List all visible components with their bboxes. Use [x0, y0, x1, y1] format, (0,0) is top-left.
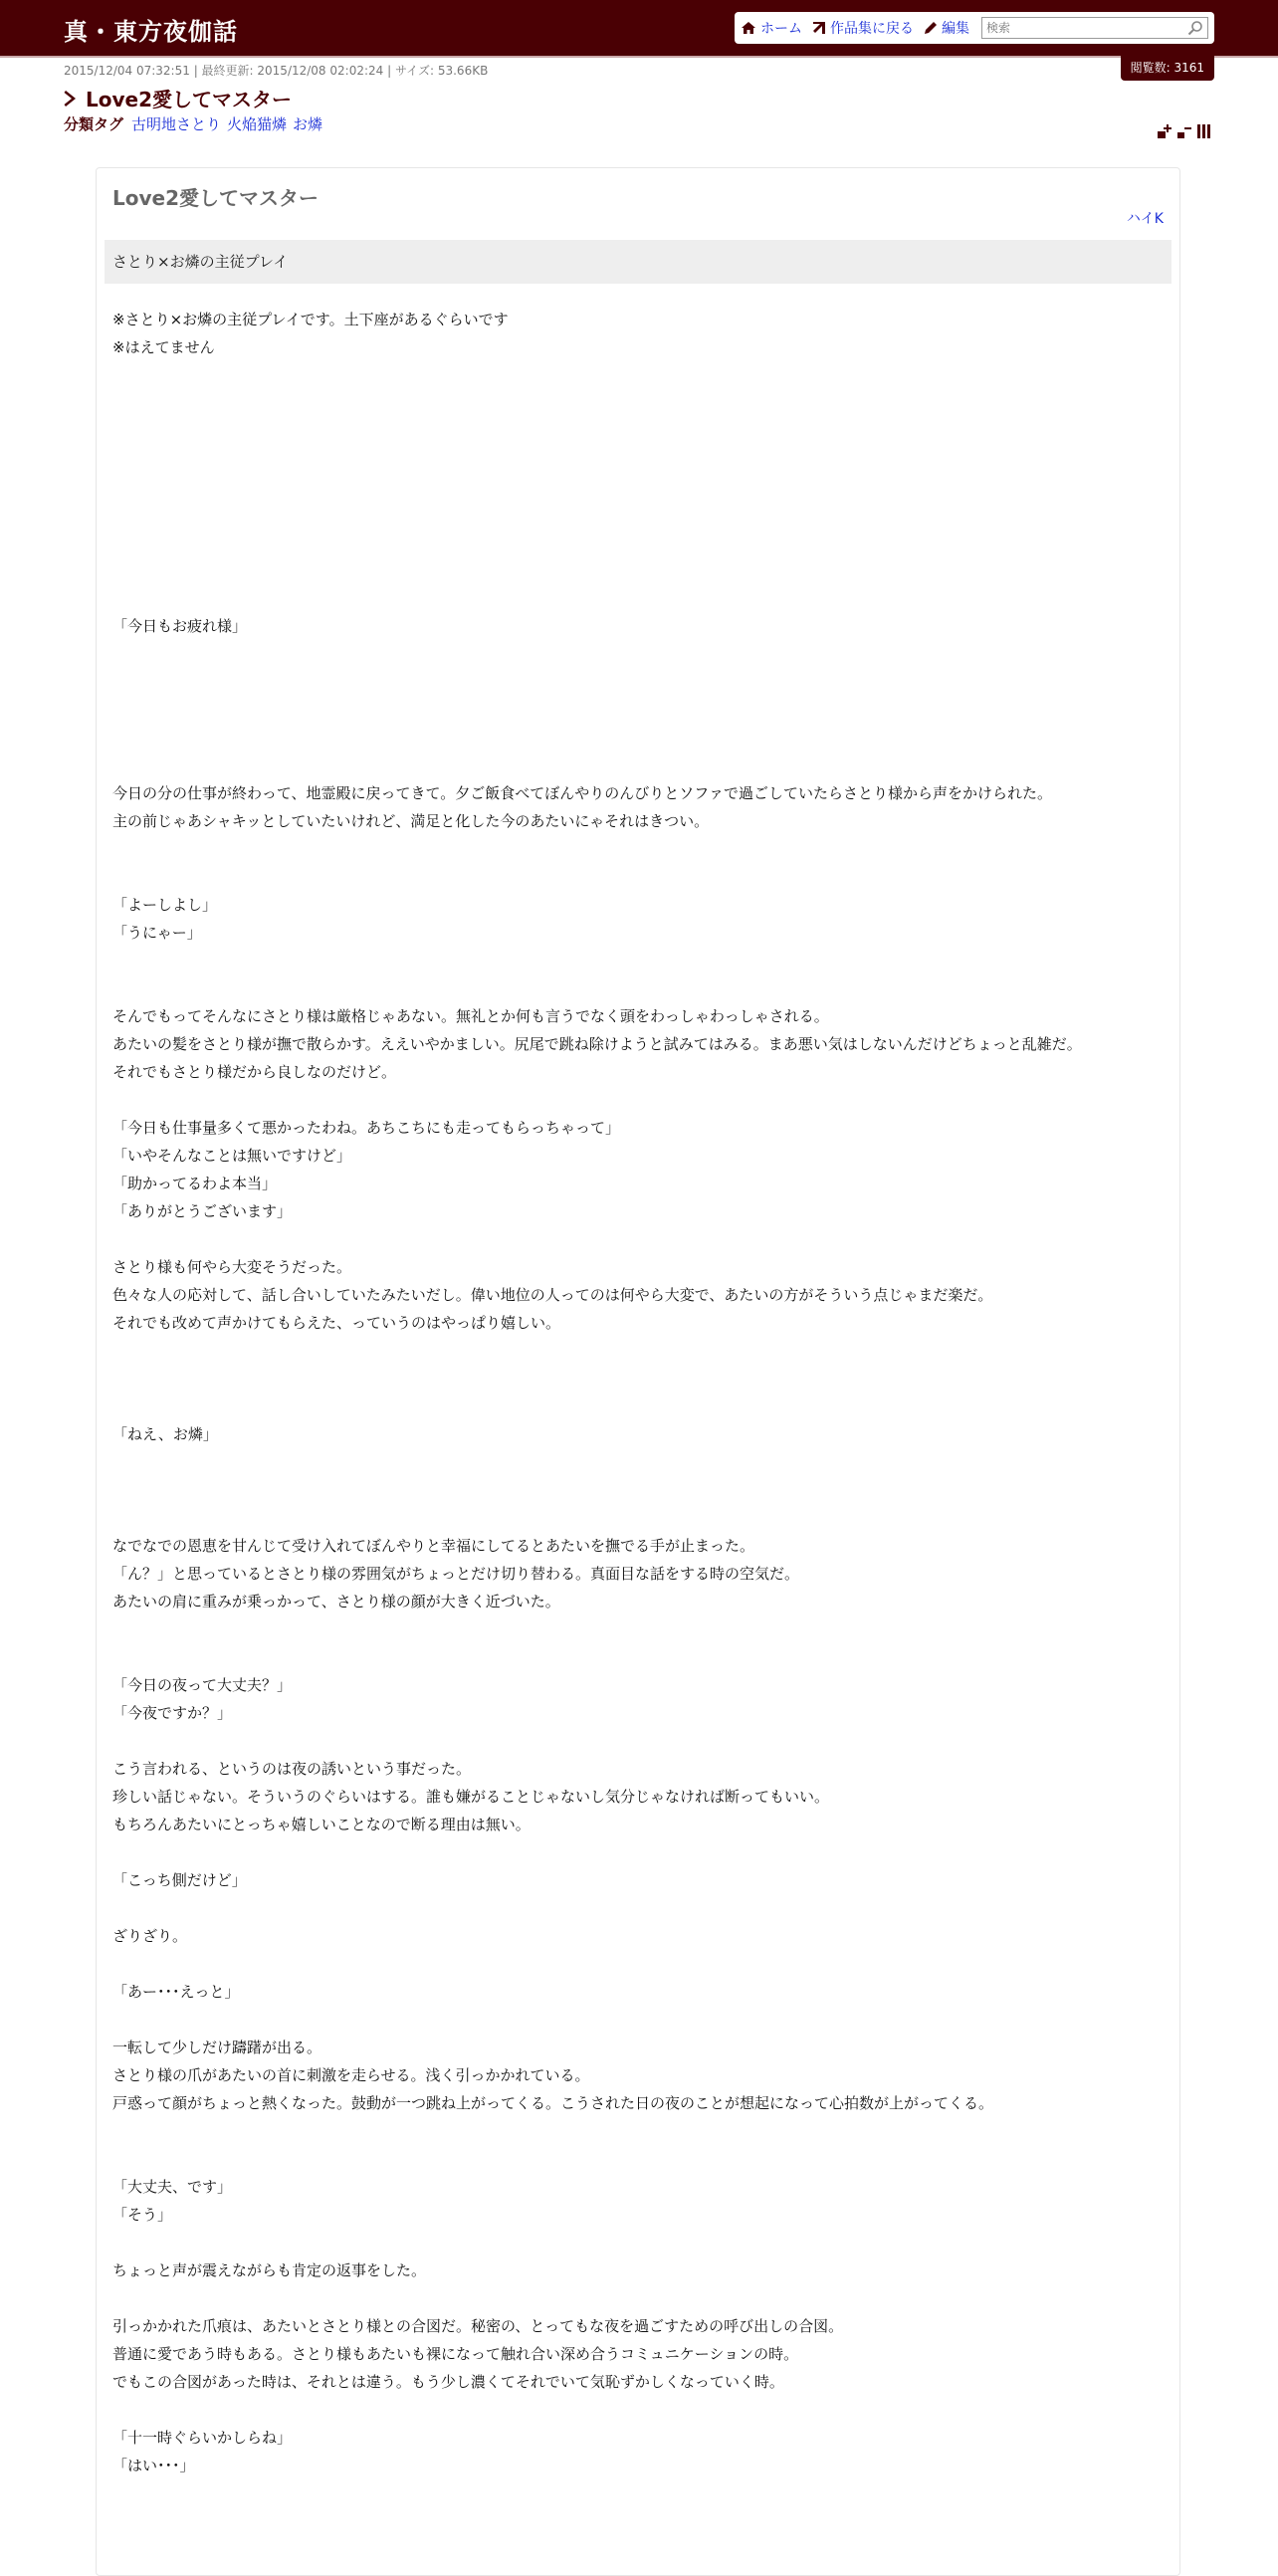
- story-line: [112, 389, 1164, 417]
- layout-columns-icon[interactable]: [1196, 123, 1212, 139]
- work-panel: [96, 167, 1180, 2576]
- story-line: そんでもってそんなにさとり様は厳格じゃあない。無礼とか何も言うでなく頭をわっしゃわっしゃされる。: [112, 1007, 829, 1025]
- nav-home-label: ホーム: [760, 21, 802, 37]
- search-icon[interactable]: [1187, 20, 1203, 36]
- story-line: ※さとり×お燐の主従プレイです。土下座があるぐらいです: [112, 311, 509, 328]
- nav-back-link[interactable]: [812, 18, 914, 38]
- story-line: 「そう」: [112, 2206, 173, 2224]
- chevron-right-icon: [64, 90, 78, 107]
- story-line: 「あー･･･えっと」: [112, 1983, 240, 2001]
- story-line: [112, 1365, 1164, 1393]
- story-line: 普通に愛であう時もある。さとり様もあたいも裸になって触れ合い深め合うコミュニケーションの時。: [112, 2345, 799, 2363]
- tag-link[interactable]: 古明地さとり: [131, 115, 222, 133]
- story-line: [112, 2117, 1164, 2145]
- story-line: [112, 863, 1164, 891]
- story-line: [112, 1894, 1164, 1922]
- story-line: 「うにゃー」: [112, 924, 202, 942]
- story-line: 「今日もお疲れ様」: [112, 617, 248, 635]
- story-line: なでなでの恩恵を甘んじて受け入れてぼんやりと幸福にしてるとあたいを撫でる手が止まった。: [112, 1537, 755, 1555]
- story-body: [112, 306, 1164, 2479]
- story-line: あたいの肩に重みが乗っかって、さとり様の顔が大きく近づいた。: [112, 1593, 560, 1610]
- story-line: でもこの合図があった時は、それとは違う。もう少し濃くてそれでいて気恥ずかしくなっていく時。: [112, 2373, 784, 2391]
- nav-edit-label: 編集: [942, 21, 969, 37]
- story-line: 戸惑って顔がちょっと熱くなった。鼓動が一つ跳ね上がってくる。こうされた日の夜のことが想起になって心拍数が上がってくる。: [112, 2094, 994, 2112]
- story-line: [112, 2145, 1164, 2173]
- story-line: [112, 556, 1164, 584]
- story-line: 「今日の夜って大丈夫？」: [112, 1676, 293, 1694]
- story-line: 「ありがとうございます」: [112, 1202, 293, 1220]
- tag-list: [64, 113, 328, 134]
- story-line: ※はえてません: [112, 338, 215, 356]
- story-line: [112, 974, 1164, 1002]
- story-line: [112, 1393, 1164, 1420]
- work-title: Love2愛してマスター: [112, 186, 320, 210]
- story-line: [112, 668, 1164, 696]
- page-title-text: Love2愛してマスター: [86, 88, 293, 111]
- story-line: [112, 2229, 1164, 2256]
- work-summary: さとり×お燐の主従プレイ: [105, 240, 1172, 284]
- site-header: [0, 0, 1278, 58]
- meta-info: 2015/12/04 07:32:51 | 最終更新: 2015/12/08 02:02:24 | サイズ: 53.66KB: [64, 64, 489, 78]
- font-smaller-icon[interactable]: [1176, 123, 1192, 139]
- story-line: 「今夜ですか？」: [112, 1704, 233, 1722]
- back-arrow-icon: [812, 21, 826, 35]
- story-line: [112, 1950, 1164, 1978]
- story-line: 引っかかれた爪痕は、あたいとさとり様との合図だ。秘密の、とってもな夜を過ごすための呼び出しの合図。: [112, 2317, 844, 2335]
- story-line: [112, 1838, 1164, 1866]
- nav-back-label: 作品集に戻る: [830, 21, 914, 37]
- story-line: 「助かってるわよ本当」: [112, 1175, 278, 1192]
- tag-link[interactable]: お燐: [293, 115, 323, 133]
- story-line: [112, 947, 1164, 974]
- font-larger-icon[interactable]: [1157, 123, 1172, 139]
- story-line: 色々な人の応対して、話し合いしていたみたいだし。偉い地位の人ってのは何やら大変で、あたいの方がそういう点じゃまだ楽だ。: [112, 1286, 993, 1304]
- story-line: 「いやそんなことは無いですけど」: [112, 1147, 352, 1165]
- search-box: [981, 17, 1208, 39]
- page-title: [64, 84, 292, 112]
- story-line: 「今日も仕事量多くて悪かったわね。あちこちにも走ってもらっちゃって」: [112, 1119, 621, 1137]
- story-line: [112, 445, 1164, 473]
- story-line: [112, 640, 1164, 668]
- story-line: [112, 1337, 1164, 1365]
- tags-label: 分類タグ: [64, 115, 124, 133]
- story-line: [112, 1476, 1164, 1504]
- story-line: [112, 1504, 1164, 1532]
- story-line: [112, 2284, 1164, 2312]
- story-line: [112, 1615, 1164, 1643]
- pencil-icon: [924, 21, 938, 35]
- story-line: こう言われる、というのは夜の誘いという事だった。: [112, 1760, 472, 1778]
- story-line: [112, 361, 1164, 389]
- nav-edit-link[interactable]: [924, 18, 969, 38]
- story-line: [112, 1643, 1164, 1671]
- story-line: ちょっと声が震えながらも肯定の返事をした。: [112, 2261, 427, 2279]
- story-line: [112, 584, 1164, 612]
- story-line: 「よーしよし」: [112, 896, 218, 914]
- story-line: 一転して少しだけ躊躇が出る。: [112, 2039, 322, 2056]
- story-line: [112, 2006, 1164, 2034]
- author-link[interactable]: ハイK: [1126, 211, 1164, 227]
- story-line: それでもさとり様だから良しなのだけど。: [112, 1063, 397, 1081]
- view-count-badge: 閲覧数: 3161: [1121, 56, 1214, 81]
- story-line: 珍しい話じゃない。そういうのぐらいはする。誰も嫌がることじゃないし気分じゃなければ断ってもいい。: [112, 1788, 830, 1806]
- story-line: [112, 501, 1164, 529]
- story-line: [112, 529, 1164, 556]
- story-line: [112, 1727, 1164, 1755]
- story-line: さとり様も何やら大変そうだった。: [112, 1258, 352, 1276]
- story-line: [112, 696, 1164, 724]
- story-line: 「十一時ぐらいかしらね」: [112, 2429, 293, 2447]
- story-line: [112, 835, 1164, 863]
- search-input[interactable]: [982, 19, 1179, 37]
- nav-home-link[interactable]: [741, 18, 802, 38]
- story-line: [112, 724, 1164, 751]
- home-icon: [741, 21, 756, 35]
- story-line: [112, 1448, 1164, 1476]
- story-line: 「ねえ、お燐」: [112, 1425, 218, 1443]
- toolbar-icons: [1157, 123, 1212, 139]
- story-line: 「はい･･･」: [112, 2457, 195, 2474]
- story-line: [112, 751, 1164, 779]
- story-line: 「ん？」と思っているとさとり様の雰囲気がちょっとだけ切り替わる。真面目な話をする時の空気だ。: [112, 1565, 800, 1583]
- site-title[interactable]: 真・東方夜伽話: [64, 18, 238, 46]
- story-line: ざりざり。: [112, 1927, 188, 1945]
- nav-bar: [735, 12, 1214, 44]
- story-line: さとり様の爪があたいの首に刺激を走らせる。浅く引っかかれている。: [112, 2066, 590, 2084]
- story-line: [112, 2396, 1164, 2424]
- tag-link[interactable]: 火焔猫燐: [227, 115, 288, 133]
- story-line: [112, 473, 1164, 501]
- story-line: 「こっち側だけど」: [112, 1871, 247, 1889]
- story-line: あたいの髪をさとり様が撫で散らかす。ええいやかましい。尻尾で跳ね除けようと試みてはみる。まあ悪い気はしないんだけどちょっと乱雑だ。: [112, 1035, 1082, 1053]
- story-line: それでも改めて声かけてもらえた、っていうのはやっぱり嬉しい。: [112, 1314, 561, 1332]
- story-line: 主の前じゃあシャキッとしていたいけれど、満足と化した今のあたいにゃそれはきつい。: [112, 812, 710, 830]
- story-line: もちろんあたいにとっちゃ嬉しいことなので断る理由は無い。: [112, 1816, 531, 1833]
- story-line: [112, 1225, 1164, 1253]
- story-line: [112, 1086, 1164, 1114]
- story-line: 今日の分の仕事が終わって、地霊殿に戻ってきて。夕ご飯食べてぼんやりのんびりとソファで過ごしていたらさとり様から声をかけられた。: [112, 784, 1052, 802]
- story-line: [112, 417, 1164, 445]
- story-line: 「大丈夫、です」: [112, 2178, 233, 2196]
